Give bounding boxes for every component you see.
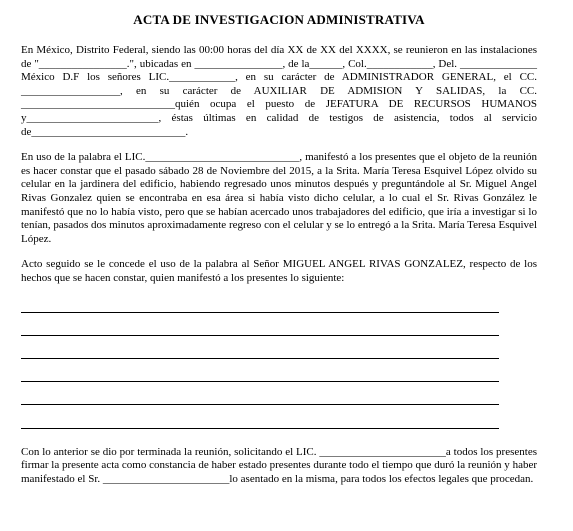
opening-paragraph: En México, Distrito Federal, siendo las 00:00 horas del día XX de XX del XXXX, se reunieron en las instalaciones de "________________.", ubicadas en ________________, de la______, Col.____________, Del. ______________ México D.F los señores LIC.____________, en su carácter de ADMINISTRADOR GENERAL, el CC. __________________, en su carácter de AUXILIAR DE ADMISION Y SALIDAS, la CC. ____________________________quién ocupa el puesto de JEFATURA DE RECURSOS HUMANOS y________________________, éstas últimas en calidad de testigos de asistencia, todos al servicio de____________________________. bbox=[21, 44, 537, 138]
statement-intro-paragraph: Acto seguido se le concede el uso de la palabra al Señor MIGUEL ANGEL RIVAS GONZALEZ, respecto de los hechos que se hacen constar, quien manifestó a los presentes lo siguiente: bbox=[21, 258, 537, 284]
blank-line bbox=[21, 405, 499, 428]
blank-line bbox=[21, 359, 499, 382]
incident-paragraph: En uso de la palabra el LIC.____________________________, manifestó a los presentes que el objeto de la reunión es hacer constar que el pasado sábado 28 de Noviembre del 2015, a la Srita. María Teresa Esquivel López olvido su celular en la jardinera del edificio, habiendo regresado unos minutos después y preguntándole al Sr. Miguel Angel Rivas Gonzalez quien se encontraba en esa área si había visto dicho celular, a lo cual el Sr. Rivas González le manifestó que no lo había visto, pero que se habían acercado unos trabajadores del edificio, que iría a investigar si lo tenían, pasados dos minutos aproximadamente regreso con el celular y se lo entregó a la Srita. María Teresa Esquivel López. bbox=[21, 151, 537, 245]
blank-line bbox=[21, 313, 499, 336]
blank-line bbox=[21, 336, 499, 359]
document-title: ACTA DE INVESTIGACION ADMINISTRATIVA bbox=[133, 12, 425, 27]
blank-line bbox=[21, 290, 499, 313]
closing-paragraph: Con lo anterior se dio por terminada la reunión, solicitando el LIC. _______________________a todos los presentes firmar la presente acta como constancia de haber estado presentes durante todo el tiempo que duró la reunión y haber manifestado el Sr. _______________________lo asentado en la misma, para todos los efectos legales que procedan. bbox=[21, 445, 537, 485]
statement-blank-lines bbox=[21, 290, 537, 429]
blank-line bbox=[21, 382, 499, 405]
